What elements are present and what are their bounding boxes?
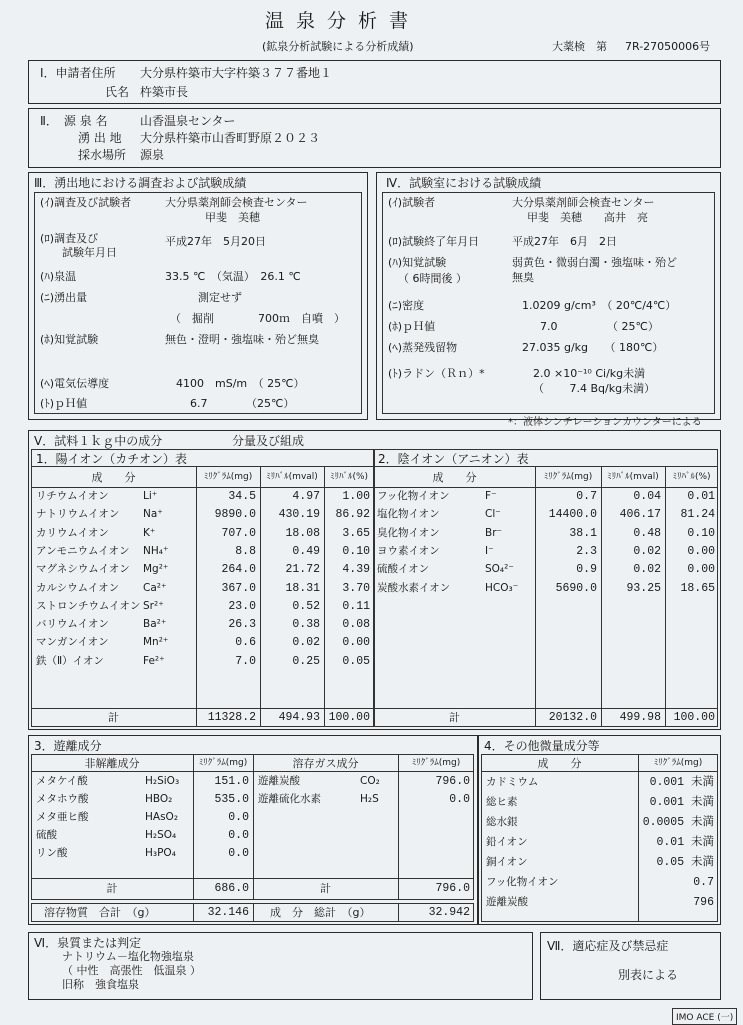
cation-row-name: 鉄（Ⅱ）イオン [36,654,104,667]
anion-row-mval: 0.04 [633,490,661,503]
cation-row-mval: 21.72 [285,563,320,577]
cation-row-formula: Sr²⁺ [143,599,164,612]
cation-col-pct: ﾐﾘﾊﾞﾙ(%) [329,472,369,482]
trace-row-name: 総水銀 [486,816,518,828]
trace-col-component: 成 分 [537,757,582,770]
applicant-name-label: 氏名 [105,85,130,99]
spring-quality-line1: ナトリウム－塩化物強塩泉 [62,950,194,963]
trace-col-mg: ﾐﾘｸﾞﾗﾑ(mg) [653,758,703,768]
location-value: 大分県杵築市山香町野原２０２３ [140,131,321,145]
cation-row-formula: Fe²⁺ [143,654,165,667]
cation-row-formula: Ba²⁺ [143,618,167,631]
nondiss-row-formula: HAsO₂ [145,811,179,823]
cation-row-mval: 4.97 [292,490,320,503]
lab-tester-value: 大分県薬剤師会検査センター [512,196,655,209]
anion-col-pct: ﾐﾘﾊﾞﾙ(%) [672,472,711,482]
trace-row-value: 0.0005 未満 [642,816,714,829]
onsite-survey-heading: Ⅲ．湧出地における調査および試験成績 [34,176,247,190]
cation-row-mval: 0.52 [292,599,320,613]
cation-row-name: カリウムイオン [36,526,109,539]
gas-row-formula: CO₂ [360,775,380,787]
source-heading: Ⅱ． 源 泉 名 [40,114,108,128]
nondiss-row-name: 硫酸 [36,829,57,841]
cation-row-mval: 18.08 [285,526,320,540]
composition-heading: Ⅴ．試料１ｋｇ中の成分 [34,434,163,448]
trace-row-value: 0.001 未満 [649,776,714,789]
cation-row-pct: 86.92 [335,508,370,522]
onsite-temp-label: (ﾊ)泉温 [40,270,77,283]
lab-radon-label: (ﾄ)ラドン（Ｒｎ）* [388,367,485,380]
cation-col-component: 成 分 [91,471,136,484]
trace-row-name: 総ヒ素 [486,796,518,808]
cation-row-mg: 7.0 [235,654,256,668]
cation-row-mg: 26.3 [228,618,256,632]
anion-row-pct: 0.10 [687,526,715,540]
nondiss-header: 非解離成分 [84,757,140,770]
anion-row-mg: 14400.0 [548,508,597,522]
lab-sensory-value: 弱黄色・微弱白濁・強塩味・殆ど [512,256,677,269]
anion-row-formula: HCO₃⁻ [485,581,519,594]
anion-row-formula: SO₄²⁻ [485,563,514,576]
anion-row-mval: 93.25 [626,581,661,595]
nondiss-col-mg: ﾐﾘｸﾞﾗﾑ(mg) [198,758,248,768]
onsite-flow-value2: （ 掘削 700ｍ 自噴 ） [170,312,345,325]
nondiss-row-name: メタケイ酸 [36,775,88,787]
anion-row-name: ヨウ素イオン [377,544,440,557]
lab-tester-value2: 甲斐 美穂 高井 亮 [527,211,648,224]
cation-row-mg: 264.0 [221,563,256,577]
nondiss-row-name: メタ亜ヒ酸 [36,811,89,823]
lab-ph-value: 7.0 （ 25℃） [540,320,659,333]
lab-density-value: 1.0209 g/cm³ （ 20℃/4℃） [522,299,677,312]
onsite-date-label: (ﾛ)調査及び [40,232,99,245]
anion-row-mg: 5690.0 [555,581,597,595]
trace-row-value: 0.01 未満 [656,836,714,849]
gas-row-name: 遊離炭酸 [258,775,300,787]
nondiss-row-mg: 151.0 [214,775,249,788]
anion-row-mg: 0.9 [576,563,597,577]
cation-row-pct: 3.65 [342,526,370,540]
spring-quality-heading: Ⅵ．泉質または判定 [34,936,142,950]
onsite-conductivity-value: 4100 mS/m （ 25℃） [176,377,305,390]
dissolved-total-label: 溶存物質 合計 （g） [44,906,156,919]
lab-residue-value: 27.035 g/kg （ 180℃） [522,341,664,354]
cation-row-name: カルシウムイオン [36,581,120,594]
nondiss-row-mg: 0.0 [228,829,249,842]
trace-row-name: 鉛イオン [486,836,528,848]
trace-row-name: 銅イオン [486,856,528,868]
trace-row-name: カドミウム [486,776,539,788]
nondiss-row-formula: H₂SO₄ [145,829,177,841]
applicant-box [28,60,721,104]
onsite-ph-value: 6.7 （25℃） [190,397,295,410]
cation-row-pct: 0.05 [342,654,370,668]
onsite-tester-value2: 甲斐 美穂 [205,211,260,224]
nondiss-total: 686.0 [214,882,249,895]
applicant-heading: Ⅰ．申請者住所 [40,66,116,80]
onsite-temp-value: 33.5 ℃ （気温） 26.1 ℃ [165,270,301,283]
gas-total: 796.0 [435,882,470,895]
lab-date-label: (ﾛ)試験終了年月日 [388,235,480,248]
anion-row-name: 塩化物イオン [377,508,440,521]
anion-col-component: 成 分 [432,471,477,484]
cation-row-name: アンモニウムイオン [36,544,130,557]
anion-title: 2．陰イオン（アニオン）表 [378,452,529,466]
nondiss-row-mg: 0.0 [228,847,249,860]
cation-row-pct: 0.00 [342,636,370,650]
lab-residue-label: (ﾍ)蒸発残留物 [388,341,458,354]
cation-row-mg: 9890.0 [214,508,256,522]
onsite-flow-value: 測定せず [198,291,242,304]
lab-test-heading: Ⅳ．試験室における試験成績 [386,176,542,190]
cation-row-formula: Li⁺ [143,490,158,502]
cation-row-pct: 4.39 [342,563,370,577]
document-subtitle: (鉱泉分析試験による分析成績) [262,40,414,53]
anion-row-name: 臭化物イオン [377,526,440,539]
onsite-flow-label: (ﾆ)湧出量 [40,291,88,304]
onsite-sensory-label: (ﾎ)知覚試験 [40,333,99,346]
cation-total-pct: 100.00 [328,711,370,724]
cation-title: 1．陽イオン（カチオン）表 [36,452,188,466]
onsite-conductivity-label: (ﾍ)電気伝導度 [40,377,110,390]
cation-row-pct: 0.08 [342,618,370,632]
cation-row-mval: 430.19 [278,508,320,522]
cation-row-name: マグネシウムイオン [36,563,130,576]
onsite-sensory-value: 無色・澄明・強塩味・殆ど無臭 [165,333,319,346]
spring-quality-line2: （ 中性 高張性 低温泉 ） [62,964,201,977]
lab-density-label: (ﾆ)密度 [388,299,425,312]
lab-ph-label: (ﾎ)ｐＨ値 [388,320,436,333]
lab-footnote: *：液体シンチレーションカウンターによる [508,417,702,428]
anion-row-pct: 0.01 [687,490,715,503]
trace-row-value: 0.7 [693,876,714,889]
cation-row-mg: 367.0 [221,581,256,595]
applicant-name: 杵築市長 [140,85,189,99]
onsite-date-label2: 試験年月日 [62,246,117,259]
anion-col-mval: ﾐﾘﾊﾞﾙ(mval) [607,472,659,482]
sampling-value: 源泉 [140,148,165,162]
anion-row-pct: 0.00 [687,563,715,577]
gas-col-mg: ﾐﾘｸﾞﾗﾑ(mg) [411,758,461,768]
cation-row-mg: 8.8 [235,544,256,558]
cation-row-name: ストロンチウムイオン [36,599,141,612]
anion-row-mg: 38.1 [569,526,597,540]
cation-row-name: ナトリウムイオン [36,508,120,521]
onsite-date-value: 平成27年 5月20日 [165,235,266,248]
anion-row-name: 炭酸水素イオン [377,581,451,594]
anion-row-mval: 0.02 [633,563,661,577]
cation-total-label: 計 [108,711,119,724]
anion-row-pct: 81.24 [680,508,715,522]
cation-row-name: マンガンイオン [36,636,109,649]
nondiss-row-formula: H₂SiO₃ [145,775,180,787]
anion-row-mg: 2.3 [576,544,597,558]
nondiss-row-name: メタホウ酸 [36,793,89,805]
gas-total-label: 計 [320,882,331,895]
anion-row-formula: Cl⁻ [485,508,501,521]
doc-number-prefix: 大薬検 第 [552,40,607,53]
sampling-label: 採水場所 [78,148,127,162]
lab-tester-label: (ｲ)試験者 [388,196,436,209]
gas-row-mg: 0.0 [449,793,470,806]
lab-sensory-label2: （ 6時間後 ） [398,272,467,285]
cation-row-mval: 18.31 [285,581,320,595]
cation-row-mg: 23.0 [228,599,256,613]
trace-row-value: 0.001 未満 [649,796,714,809]
cation-row-pct: 0.11 [342,599,370,613]
cation-row-formula: NH₄⁺ [143,544,169,557]
cation-row-name: リチウムイオン [36,490,109,502]
gas-row-mg: 796.0 [435,775,470,788]
cation-row-pct: 0.10 [342,544,370,558]
source-box [28,108,721,168]
lab-date-value: 平成27年 6月 2日 [512,235,617,248]
lab-radon-value2: （ 7.4 Bq/kg未満） [533,382,656,395]
anion-row-name: 硫酸イオン [377,563,430,576]
spring-quality-line3: 旧称 強食塩泉 [62,978,139,991]
lab-sensory-label: (ﾊ)知覚試験 [388,256,447,269]
nondiss-row-formula: H₃PO₄ [145,847,176,859]
anion-total-mg: 20132.0 [548,711,597,724]
cation-row-mg: 34.5 [228,490,256,503]
anion-col-mg: ﾐﾘｸﾞﾗﾑ(mg) [543,472,593,482]
cation-row-formula: Mn²⁺ [143,636,169,649]
cation-row-mval: 0.02 [292,636,320,650]
location-label: 湧 出 地 [78,131,122,145]
gas-header: 溶存ガス成分 [292,757,359,770]
cation-row-pct: 3.70 [342,581,370,595]
trace-row-value: 796 [693,896,714,909]
cation-row-formula: Na⁺ [143,508,163,521]
gas-row-formula: H₂S [360,793,379,805]
anion-total-label: 計 [449,711,460,724]
onsite-tester-value: 大分県薬剤師会検査センター [165,196,308,209]
component-total-label: 成 分 総計 （g） [270,906,371,919]
nondiss-total-label: 計 [106,882,118,895]
anion-total-pct: 100.00 [673,711,715,724]
cation-col-mval: ﾐﾘﾊﾞﾙ(mval) [266,472,318,482]
cation-row-mg: 707.0 [221,526,256,540]
cation-row-mval: 0.25 [292,654,320,668]
applicant-address: 大分県杵築市大字杵築３７７番地１ [140,66,333,80]
trace-row-name: フッ化物イオン [486,876,559,888]
source-name: 山香温泉センター [140,114,236,128]
nondiss-row-mg: 0.0 [228,811,249,824]
document-title: 温泉分析書 [265,10,421,32]
cation-row-formula: Mg²⁺ [143,563,169,576]
nondiss-row-mg: 535.0 [214,793,249,806]
anion-row-pct: 0.00 [687,544,715,558]
gas-row-name: 遊離硫化水素 [258,793,321,805]
cation-total-mval: 494.93 [278,711,320,724]
cation-row-mg: 0.6 [235,636,256,650]
trace-components-title: 4．その他微量成分等 [484,739,600,753]
nondiss-row-formula: HBO₂ [145,793,173,805]
cation-row-formula: K⁺ [143,526,156,539]
anion-row-name: フッ化物イオン [377,490,450,502]
lab-radon-value: 2.0 ×10⁻¹⁰ Ci/kg未満 [533,367,646,380]
cation-row-formula: Ca²⁺ [143,581,167,594]
anion-row-formula: Br⁻ [485,526,503,539]
anion-row-mval: 406.17 [619,508,661,522]
cation-col-mg: ﾐﾘｸﾞﾗﾑ(mg) [203,472,253,482]
nondiss-row-name: リン酸 [36,847,68,859]
cation-total-mg: 11328.2 [207,711,256,724]
cation-row-pct: 1.00 [342,490,370,503]
cation-row-mval: 0.38 [292,618,320,632]
cation-row-name: バリウムイオン [36,618,109,631]
onsite-ph-label: (ﾄ)ｐＨ値 [40,397,88,410]
onsite-tester-label: (ｲ)調査及び試験者 [40,196,132,209]
trace-row-value: 0.05 未満 [656,856,714,869]
anion-row-mval: 0.02 [633,544,661,558]
composition-heading2: 分量及び組成 [232,434,305,448]
free-components-title: 3．遊離成分 [34,739,102,753]
form-stamp: IMO ACE (一) [672,1008,737,1025]
dissolved-total: 32.146 [207,906,249,919]
anion-row-mg: 0.7 [576,490,597,503]
indications-text: 別表による [618,968,679,982]
anion-row-formula: I⁻ [485,544,494,557]
trace-row-name: 遊離炭酸 [486,896,528,908]
lab-sensory-value2: 無臭 [512,271,534,284]
anion-total-mval: 499.98 [619,711,661,724]
anion-row-formula: F⁻ [485,490,497,502]
component-total: 32.942 [428,906,470,919]
indications-heading: Ⅶ．適応症及び禁忌症 [547,939,669,953]
doc-number: 7R-27050006号 [625,40,711,53]
anion-row-pct: 18.65 [680,581,715,595]
cation-row-mval: 0.49 [292,544,320,558]
anion-row-mval: 0.48 [633,526,661,540]
